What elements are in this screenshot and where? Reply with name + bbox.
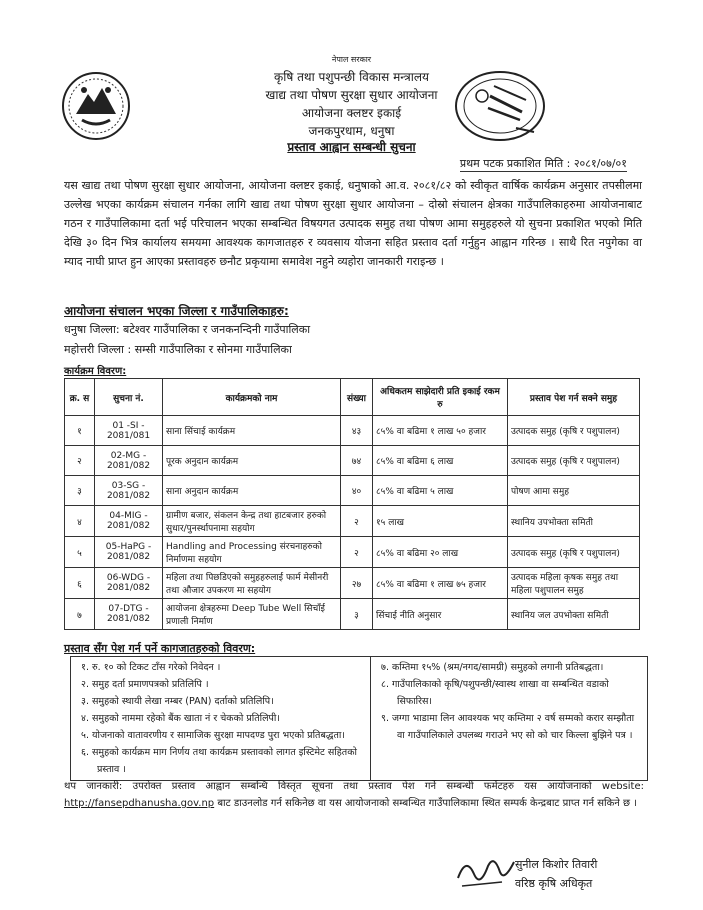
cell-group: उत्पादक समुह (कृषि र पशुपालन) <box>508 537 640 568</box>
cell-group: पोषण आमा समुह <box>508 476 640 506</box>
cell-group: स्थानिय जल उपभोक्ता समिती <box>508 599 640 630</box>
programs-heading: कार्यक्रम विवरण: <box>64 366 127 377</box>
document-item: १. रु. १० को टिकट टाँस गरेको निवेदन । <box>81 662 221 673</box>
extra-info <box>64 778 644 812</box>
table-row <box>65 476 640 506</box>
col-name-header: कार्यक्रमको नाम <box>163 379 341 416</box>
cell-name: साना सिंचाई कार्यक्रम <box>163 416 341 446</box>
cell-amount: ८५% वा बढिमा १ लाख ५० हजार <box>373 416 508 446</box>
cell-group: स्थानिय उपभोक्ता समिती <box>508 506 640 537</box>
cell-group: उत्पादक महिला कृषक समुह तथा महिला पशुपालन समुह <box>508 568 640 599</box>
signature-icon <box>452 848 522 896</box>
document-item: ५. योजनाको वातावरणीय र सामाजिक सुरक्षा मापदण्ड पुरा भएको प्रतिबद्धता। <box>81 730 345 741</box>
col-group-header: प्रस्ताव पेश गर्न सक्ने समुह <box>508 379 640 416</box>
signatory-title: वरिष्ठ कृषि अधिकृत <box>515 877 593 890</box>
cell-code: 07-DTG - 2081/082 <box>95 599 163 630</box>
col-code-header: सुचना नं. <box>95 379 163 416</box>
document-item: ९. जग्गा भाडामा लिन आवश्यक भए कम्तिमा २ वर्ष सम्मको करार सम्झौता वा गाउँपालिकाले उपलब्ध गराउने भए सो को चार किल्ला बुझिने पत्र । <box>381 713 635 741</box>
cell-sn: २ <box>65 446 95 476</box>
table-header-row <box>65 379 640 416</box>
cell-sn: ७ <box>65 599 95 630</box>
publish-date: प्रथम पटक प्रकाशित मिति : २०८१/०७/०१ <box>459 157 627 170</box>
cell-code: 05-HaPG - 2081/082 <box>95 537 163 568</box>
cell-code: 01 -SI - 2081/081 <box>95 416 163 446</box>
extra-info-text-end: बाट डाउनलोड गर्न सकिनेछ वा यस आयोजनाको सम्बन्धित गाउँपालिकामा स्थित सम्पर्क केन्द्रबाट प्राप्त गर्न सकिने छ । <box>214 798 637 809</box>
cell-count: २ <box>341 537 373 568</box>
table-row <box>65 416 640 446</box>
table-row <box>65 599 640 630</box>
notice-title: प्रस्ताव आह्वान सम्बन्धी सुचना <box>287 140 416 154</box>
cell-name: साना अनुदान कार्यक्रम <box>163 476 341 506</box>
programs-table <box>64 378 640 630</box>
cell-count: ३ <box>341 599 373 630</box>
table-row <box>65 568 640 599</box>
col-count-header: संख्या <box>341 379 373 416</box>
cell-amount: ८५% वा बढिमा २० लाख <box>373 537 508 568</box>
document-item: ६. समुहको कार्यक्रम माग निर्णय तथा कार्यक्रम प्रस्तावको लागत इस्टिमेट सहितको प्रस्ताव । <box>81 747 357 775</box>
documents-left-column <box>71 657 371 781</box>
col-sn-header: क्र. स <box>65 379 95 416</box>
cell-sn: ५ <box>65 537 95 568</box>
cell-code: 04-MIG - 2081/082 <box>95 506 163 537</box>
website-link[interactable]: http://fansepdhanusha.gov.np <box>64 798 215 809</box>
office-location: जनकपुरधाम, धनुषा <box>308 124 395 138</box>
districts-heading: आयोजना संचालन भएका जिल्ला र गाउँपालिकाहरु: <box>64 304 289 318</box>
cell-name: ग्रामीण बजार, संकलन केन्द्र तथा हाटबजार हरुको सुधार/पुनर्स्थापनामा सहयोग <box>163 506 341 537</box>
cell-name: पूरक अनुदान कार्यक्रम <box>163 446 341 476</box>
ministry-name: कृषि तथा पशुपन्छी विकास मन्त्रालय <box>274 70 429 84</box>
cell-group: उत्पादक समुह (कृषि र पशुपालन) <box>508 416 640 446</box>
district-line: महोत्तरी जिल्ला : सम्सी गाउँपालिका र सोनमा गाउँपालिका <box>64 343 292 356</box>
cell-amount: ८५% वा बढिमा ६ लाख <box>373 446 508 476</box>
col-amount-header: अधिकतम साझेदारी प्रति इकाई रकम रु <box>373 379 508 416</box>
unit-name: आयोजना क्लष्टर इकाई <box>301 106 402 120</box>
cell-count: ७४ <box>341 446 373 476</box>
cell-name: आयोजना क्षेत्रहरुमा Deep Tube Well सिचाँई प्रणाली निर्माण <box>163 599 341 630</box>
cell-group: उत्पादक समुह (कृषि र पशुपालन) <box>508 446 640 476</box>
cell-sn: १ <box>65 416 95 446</box>
document-item: ७. कम्तिमा १५% (श्रम/नगद/सामग्री) समुहको लगानी प्रतिबद्धता। <box>381 662 604 673</box>
cell-code: 03-SG - 2081/082 <box>95 476 163 506</box>
district-line: धनुषा जिल्ला: बटेश्वर गाउँपालिका र जनकनन्दिनी गाउँपालिका <box>64 323 311 336</box>
cell-name: Handling and Processing संरचनाहरुको निर्माणमा सहयोग <box>163 537 341 568</box>
document-item: ८. गाउँपालिकाको कृषि/पशुपन्छी/स्वास्थ शाखा वा सम्बन्धित वडाको सिफारिस। <box>381 679 609 707</box>
table-row <box>65 446 640 476</box>
cell-sn: ३ <box>65 476 95 506</box>
cell-name: महिला तथा पिछडिएको समुहहरुलाई फार्म मेसीनरी तथा औजार उपकरण मा सहयोग <box>163 568 341 599</box>
cell-code: 02-MG - 2081/082 <box>95 446 163 476</box>
table-row <box>65 506 640 537</box>
cell-amount: १५ लाख <box>373 506 508 537</box>
documents-right-column <box>371 657 648 781</box>
extra-info-text: थप जानकारी: उपरोक्त प्रस्ताव आह्वान सम्बन्धि विस्तृत सूचना तथा प्रस्ताव पेश गर्ने सम्बन्धी फर्मेटहरु यस आयोजनाको website: <box>64 781 644 792</box>
document-item: २. समुह दर्ता प्रमाणपत्रको प्रतिलिपि । <box>81 679 209 690</box>
cell-sn: ४ <box>65 506 95 537</box>
cell-amount: ८५% वा बढिमा १ लाख ७५ हजार <box>373 568 508 599</box>
cell-sn: ६ <box>65 568 95 599</box>
cell-count: ४३ <box>341 416 373 446</box>
document-item: ३. समुहको स्थायी लेखा नम्बर (PAN) दर्ताको प्रतिलिपि। <box>81 696 274 707</box>
cell-count: ४० <box>341 476 373 506</box>
document-item: ४. समुहको नाममा रहेको बैंक खाता नं र चेकको प्रतिलिपी। <box>81 713 280 724</box>
cell-amount: ८५% वा बढिमा ५ लाख <box>373 476 508 506</box>
cell-code: 06-WDG - 2081/082 <box>95 568 163 599</box>
notice-body: यस खाद्य तथा पोषण सुरक्षा सुधार आयोजना, आयोजना क्लष्टर इकाई, धनुषाको आ.व. २०८१/८२ को स्वीकृत वार्षिक कार्यक्रम अनुसार तपसीलमा उल्लेख भएका कार्यक्रम संचालन गर्नका लागि खाद्य तथा पोषण सुरक्षा सुधार आयोजना – दोस्रो संचालन क्षेत्रका गाउँपालिकाहरुमा आयोजनाबाट गठन र गाउँपालिकामा दर्ता भई परिचालन भएका सम्बन्धित विषयगत उत्पादक समुह तथा पोषण आमा समुहहरुले यो सुचना प्रकाशित भएको मिति देखि ३० दिन भित्र कार्यालय समयमा आवश्यक कागजातहरु र व्यवसाय योजना सहित प्रस्ताव दर्ता गर्नुहुन आह्वान गरिन्छ । साथै रित नपुगेका वा म्याद नाघी प्राप्त हुन आएका प्रस्तावहरु छनौट प्रकृयामा समावेश नहुने व्यहोरा जानकारी गराइन्छ । <box>64 179 642 268</box>
documents-row <box>71 657 648 781</box>
cell-count: २७ <box>341 568 373 599</box>
documents-table <box>70 656 648 781</box>
cell-amount: सिंचाई नीति अनुसार <box>373 599 508 630</box>
project-name: खाद्य तथा पोषण सुरक्षा सुधार आयोजना <box>265 88 438 102</box>
signatory-name: सुनील किशोर तिवारी <box>515 858 598 871</box>
documents-heading: प्रस्ताव सँग पेश गर्न पर्ने कागजातहरुको विवरण: <box>64 642 256 655</box>
cell-count: २ <box>341 506 373 537</box>
table-row <box>65 537 640 568</box>
government-label: नेपाल सरकार <box>331 55 372 64</box>
